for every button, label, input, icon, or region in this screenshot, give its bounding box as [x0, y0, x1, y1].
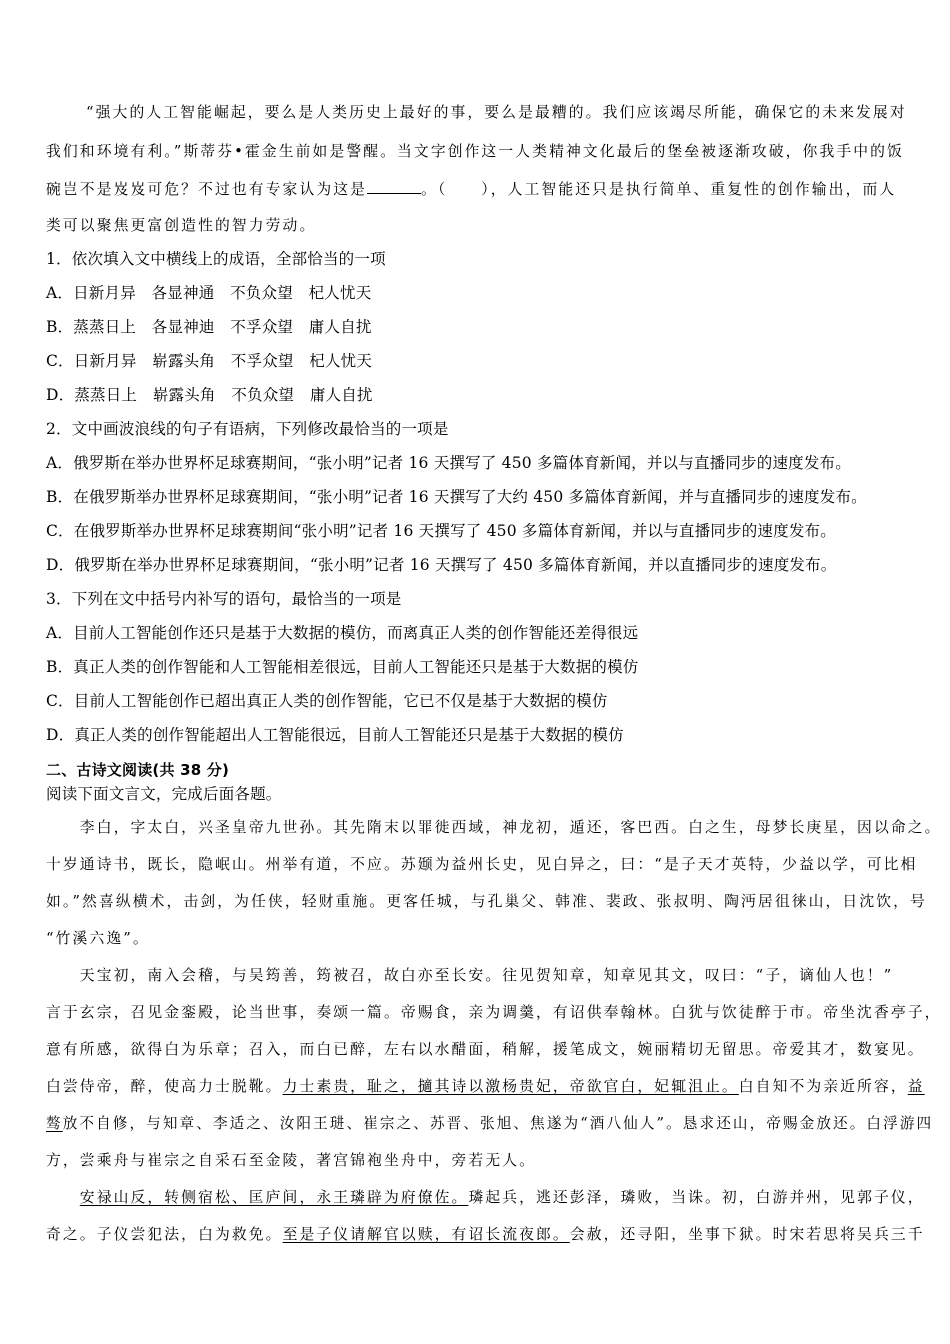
classical-p3-line-2-a: 奇之。子仪尝犯法，白为救免。 [46, 1226, 283, 1243]
question-1-option-b: B．蒸蒸日上 各显神迪 不孚众望 庸人自扰 [46, 318, 372, 336]
question-2-option-a: A．俄罗斯在举办世界杯足球赛期间，“张小明”记者 16 天撰写了 450 多篇体育新闻，并以与直播同步的速度发布。 [46, 454, 851, 472]
question-1-stem: 1．依次填入文中横线上的成语，全部恰当的一项 [46, 250, 386, 268]
classical-p3-indent [46, 1189, 80, 1206]
passage-line-1: “强大的人工智能崛起，要么是人类历史上最好的事，要么是最糟的。我们应该竭尽所能，确保它的未来发展对 [86, 104, 907, 121]
classical-p2-line-1: 天宝初，南入会稽，与吴筠善，筠被召，故白亦至长安。往见贺知章，知章见其文，叹曰：“子，谪仙人也！” [46, 967, 894, 984]
question-2-option-c: C．在俄罗斯举办世界杯足球赛期间“张小明”记者 16 天撰写了 450 多篇体育新闻，并以与直播同步的速度发布。 [46, 522, 836, 540]
passage-line-3-a: 碗岂不是岌岌可危？不过也有专家认为这是 [46, 181, 368, 198]
underlined-word-yi: 益 [907, 1078, 925, 1095]
section-instruction: 阅读下面文言文，完成后面各题。 [46, 785, 282, 803]
classical-p1-line-4: “竹溪六逸”。 [46, 930, 150, 947]
classical-p2-line-4 [46, 1077, 925, 1097]
question-1-option-a: A．日新月异 各显神通 不负众望 杞人忧天 [46, 284, 372, 302]
question-3-option-d: D．真正人类的创作智能超出人工智能很远，目前人工智能还只是基于大数据的模仿 [46, 726, 624, 744]
passage-line-2: 我们和环境有利。”斯蒂芬•霍金生前如是警醒。当文字创作这一人类精神文化最后的堡垒被逐渐攻破，你我手中的饭 [46, 143, 904, 160]
classical-p2-line-6: 方，尝乘舟与崔宗之自采石至金陵，著宫锦袍坐舟中，旁若无人。 [46, 1152, 537, 1169]
underlined-sentence-2: 安禄山反，转侧宿松、匡庐间，永王璘辟为府僚佐。 [79, 1189, 469, 1206]
question-2-stem: 2．文中画波浪线的句子有语病，下列修改最恰当的一项是 [46, 420, 449, 438]
classical-p2-line-5 [46, 1114, 933, 1134]
classical-p2-line-3: 意有所感，欲得白为乐章；召入，而白已醉，左右以水醋面，稍解，援笔成文，婉丽精切无留思。帝爱其才，数宴见。 [46, 1041, 925, 1058]
question-3-option-b: B．真正人类的创作智能和人工智能相差很远，目前人工智能还只是基于大数据的模仿 [46, 658, 639, 676]
passage-line-3-b: 。（ ），人工智能还只是执行简单、重复性的创作输出，而人 [421, 181, 897, 198]
question-1-option-c: C．日新月异 崭露头角 不孚众望 杞人忧天 [46, 352, 373, 370]
section-title: 二、古诗文阅读(共 38 分) [46, 761, 230, 779]
classical-p2-line-2: 言于玄宗，召见金銮殿，论当世事，奏颂一篇。帝赐食，亲为调羹，有诏供奉翰林。白犹与饮徒醉于市。帝坐沈香亭子， [46, 1004, 942, 1021]
classical-p3-line-1-c: 璘起兵，逃还彭泽，璘败，当诛。初，白游并州，见郭子仪， [468, 1189, 925, 1206]
classical-p3-line-2 [46, 1225, 925, 1245]
fill-blank [367, 179, 421, 194]
classical-p2-line-4-a: 白尝侍帝，醉，使高力士脱靴。 [46, 1078, 283, 1095]
classical-p3-line-1 [46, 1188, 925, 1208]
classical-p2-line-4-c: 白自知不为亲近所容， [738, 1078, 908, 1095]
question-3-option-a: A．目前人工智能创作还只是基于大数据的模仿，而离真正人类的创作智能还差得很远 [46, 624, 639, 642]
question-1-option-d: D．蒸蒸日上 崭露头角 不负众望 庸人自扰 [46, 386, 373, 404]
classical-p3-line-2-c: 会赦，还寻阳，坐事下狱。时宋若思将吴兵三千 [569, 1226, 925, 1243]
question-3-option-c: C．目前人工智能创作已超出真正人类的创作智能，它已不仅是基于大数据的模仿 [46, 692, 608, 710]
passage-line-4: 类可以聚焦更富创造性的智力劳动。 [46, 217, 317, 234]
question-3-stem: 3．下列在文中括号内补写的语句，最恰当的一项是 [46, 590, 402, 608]
classical-p1-line-1: 李白，字太白，兴圣皇帝九世孙。其先隋末以罪徙西域，神龙初，遁还，客巴西。白之生，母梦长庚星，因以命之。 [46, 819, 942, 836]
classical-p1-line-2: 十岁通诗书，既长，隐岷山。州举有道，不应。苏颋为益州长史，见白异之，曰：“是子天才英特，少益以学，可比相 [46, 856, 918, 873]
underlined-word-ao: 骜 [46, 1115, 63, 1132]
question-2-option-b: B．在俄罗斯举办世界杯足球赛期间，“张小明”记者 16 天撰写了大约 450 多篇体育新闻，并与直播同步的速度发布。 [46, 488, 867, 506]
classical-p2-line-5-b: 放不自修，与知章、李适之、汝阳王琎、崔宗之、苏晋、张旭、焦遂为“酒八仙人”。恳求还山，帝赐金放还。白浮游四 [62, 1115, 934, 1132]
underlined-sentence-1: 力士素贵，耻之，擿其诗以激杨贵妃，帝欲官白，妃辄沮止。 [282, 1078, 739, 1095]
underlined-sentence-3: 至是子仪请解官以赎，有诏长流夜郎。 [282, 1226, 570, 1243]
question-2-option-d: D．俄罗斯在举办世界杯足球赛期间，“张小明”记者 16 天撰写了 450 多篇体育新闻，并以直播同步的速度发布。 [46, 556, 837, 574]
classical-p1-line-3: 如。”然喜纵横术，击剑，为任侠，轻财重施。更客任城，与孔巢父、韩准、裴政、张叔明、陶沔居徂徕山，日沈饮，号 [46, 893, 927, 910]
passage-line-3 [46, 179, 896, 200]
